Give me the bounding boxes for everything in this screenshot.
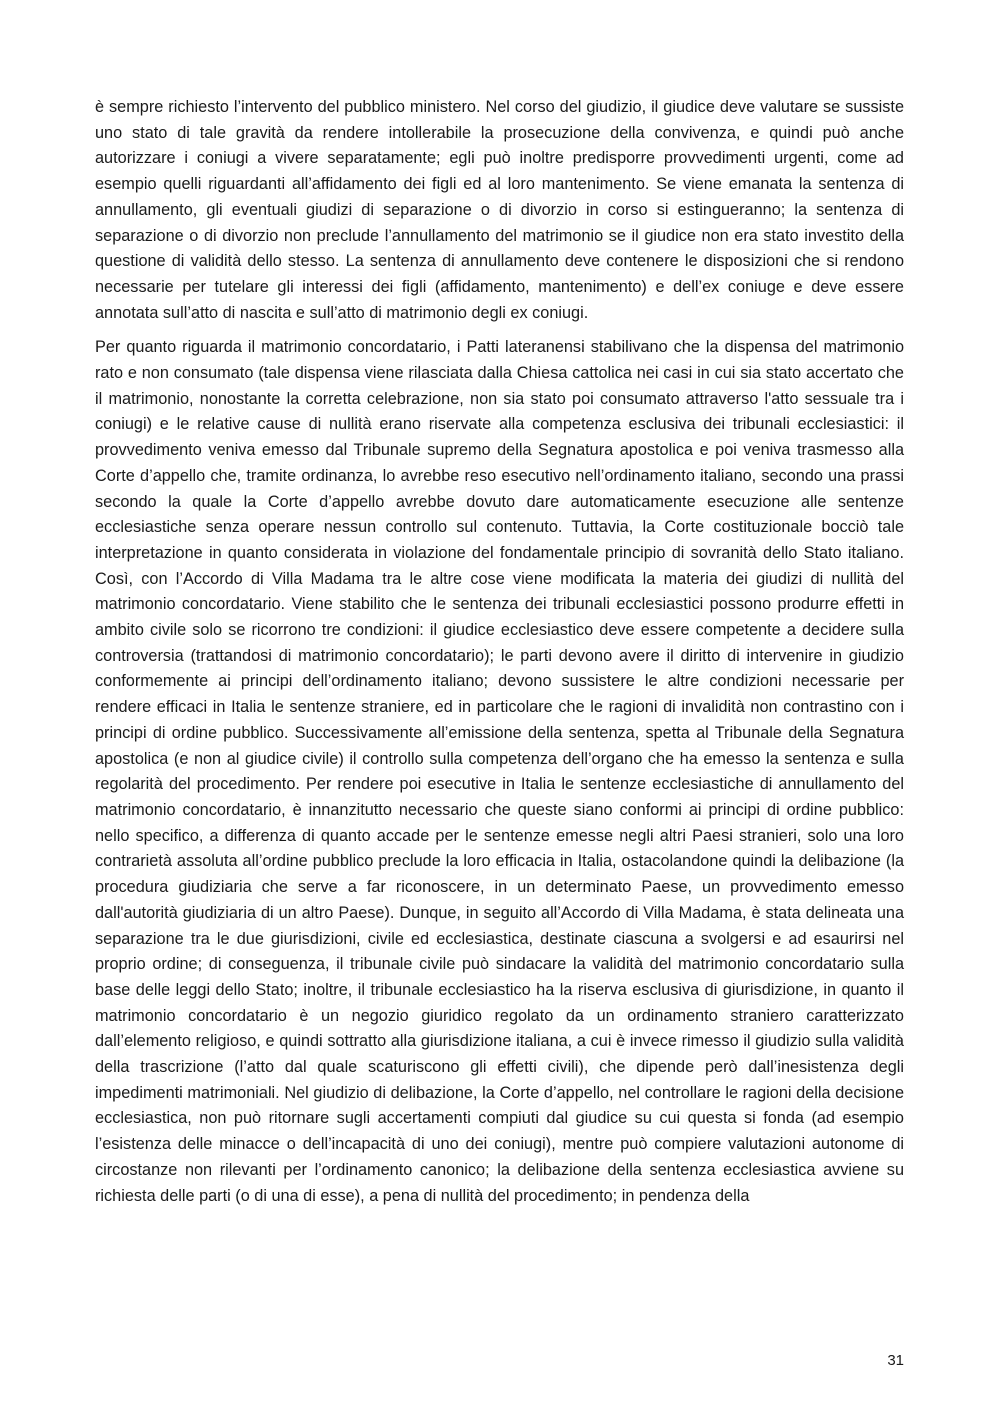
page-number: 31 [887,1352,904,1369]
body-text [95,95,904,1209]
paragraph-annullamento: è sempre richiesto l’intervento del pubblico ministero. Nel corso del giudizio, il giudice deve valutare se sussiste uno stato di tale gravità da rendere intollerabile la prosecuzione della convivenza, e quindi può anche autorizzare i coniugi a vivere separatamente; egli può inoltre predisporre provvedimenti urgenti, come ad esempio quelli riguardanti all’affidamento dei figli ed al loro mantenimento. Se viene emanata la sentenza di annullamento, gli eventuali giudizi di separazione o di divorzio in corso si estingueranno; la sentenza di separazione o di divorzio non preclude l’annullamento del matrimonio se il giudice non era stato investito della questione di validità dello stesso. La sentenza di annullamento deve contenere le disposizioni che si rendono necessarie per tutelare gli interessi dei figli (affidamento, mantenimento) e dell’ex coniuge e deve essere annotata sull’atto di nascita e sull’atto di matrimonio degli ex coniugi. [95,98,904,322]
paragraph-matrimonio-concordatario: Per quanto riguarda il matrimonio concordatario, i Patti lateranensi stabilivano che la dispensa del matrimonio rato e non consumato (tale dispensa viene rilasciata dalla Chiesa cattolica nei casi in cui sia stato accertato che il matrimonio, nonostante la corretta celebrazione, non sia stato poi consumato attraverso l'atto sessuale tra i coniugi) e le relative cause di nullità erano riservate alla competenza esclusiva dei tribunali ecclesiastici: il provvedimento veniva emesso dal Tribunale supremo della Segnatura apostolica e poi veniva trasmesso alla Corte d’appello che, tramite ordinanza, lo avrebbe reso esecutivo nell’ordinamento italiano, secondo una prassi secondo la quale la Corte d’appello avrebbe dovuto dare automaticamente esecuzione alle sentenze ecclesiastiche senza operare nessun controllo sul contenuto. Tuttavia, la Corte costituzionale bocciò tale interpretazione in quanto considerata in violazione del fondamentale principio di sovranità dello Stato italiano. Così, con l’Accordo di Villa Madama tra le altre cose viene modificata la materia dei giudizi di nullità del matrimonio concordatario. Viene stabilito che le sentenza dei tribunali ecclesiastici possono produrre effetti in ambito civile solo se ricorrono tre condizioni: il giudice ecclesiastico deve essere competente a decidere sulla controversia (trattandosi di matrimonio concordatario); le parti devono avere il diritto di intervenire in giudizio conformemente ai principi dell’ordinamento italiano; devono sussistere le altre condizioni necessarie per rendere efficaci in Italia le sentenze straniere, ed in particolare che le ragioni di invalidità non contrastino con i principi di ordine pubblico. Successivamente all’emissione della sentenza, spetta al Tribunale della Segnatura apostolica (e non al giudice civile) il controllo sulla competenza dell’organo che ha emesso la sentenza e sulla regolarità del procedimento. Per rendere poi esecutive in Italia le sentenze ecclesiastiche di annullamento del matrimonio concordatario, è innanzitutto necessario che queste siano conformi ai principi di ordine pubblico: nello specifico, a differenza di quanto accade per le sentenze emesse negli altri Paesi stranieri, solo una loro contrarietà assoluta all’ordine pubblico preclude la loro efficacia in Italia, ostacolandone quindi la delibazione (la procedura giudiziaria che serve a far riconoscere, in un determinato Paese, un provvedimento emesso dall'autorità giudiziaria di un altro Paese). Dunque, in seguito all’Accordo di Villa Madama, è stata delineata una separazione tra le due giurisdizioni, civile ed ecclesiastica, destinate ciascuna a svolgersi e ad esaurirsi nel proprio ordine; di conseguenza, il tribunale civile può sindacare la validità del matrimonio concordatario sulla base delle leggi dello Stato; inoltre, il tribunale ecclesiastico ha la riserva esclusiva di giurisdizione, in quanto il matrimonio concordatario è un negozio giuridico regolato da un ordinamento straniero caratterizzato dall’elemento religioso, e quindi sottratto alla giurisdizione italiana, a cui è invece rimesso il giudizio sulla validità della trascrizione (l’atto dal quale scaturiscono gli effetti civili), che dipende però dall’inesistenza degli impedimenti matrimoniali. Nel giudizio di delibazione, la Corte d’appello, nel controllare le ragioni della decisione ecclesiastica, non può ritornare sugli accertamenti compiuti dal giudice su cui questa si fonda (ad esempio l’esistenza delle minacce o dell’incapacità di uno dei coniugi), mentre può compiere valutazioni autonome di circostanze non rilevanti per l’ordinamento canonico; la delibazione della sentenza ecclesiastica avviene su richiesta delle parti (o di una di esse), a pena di nullità del procedimento; in pendenza della [95,338,904,1205]
